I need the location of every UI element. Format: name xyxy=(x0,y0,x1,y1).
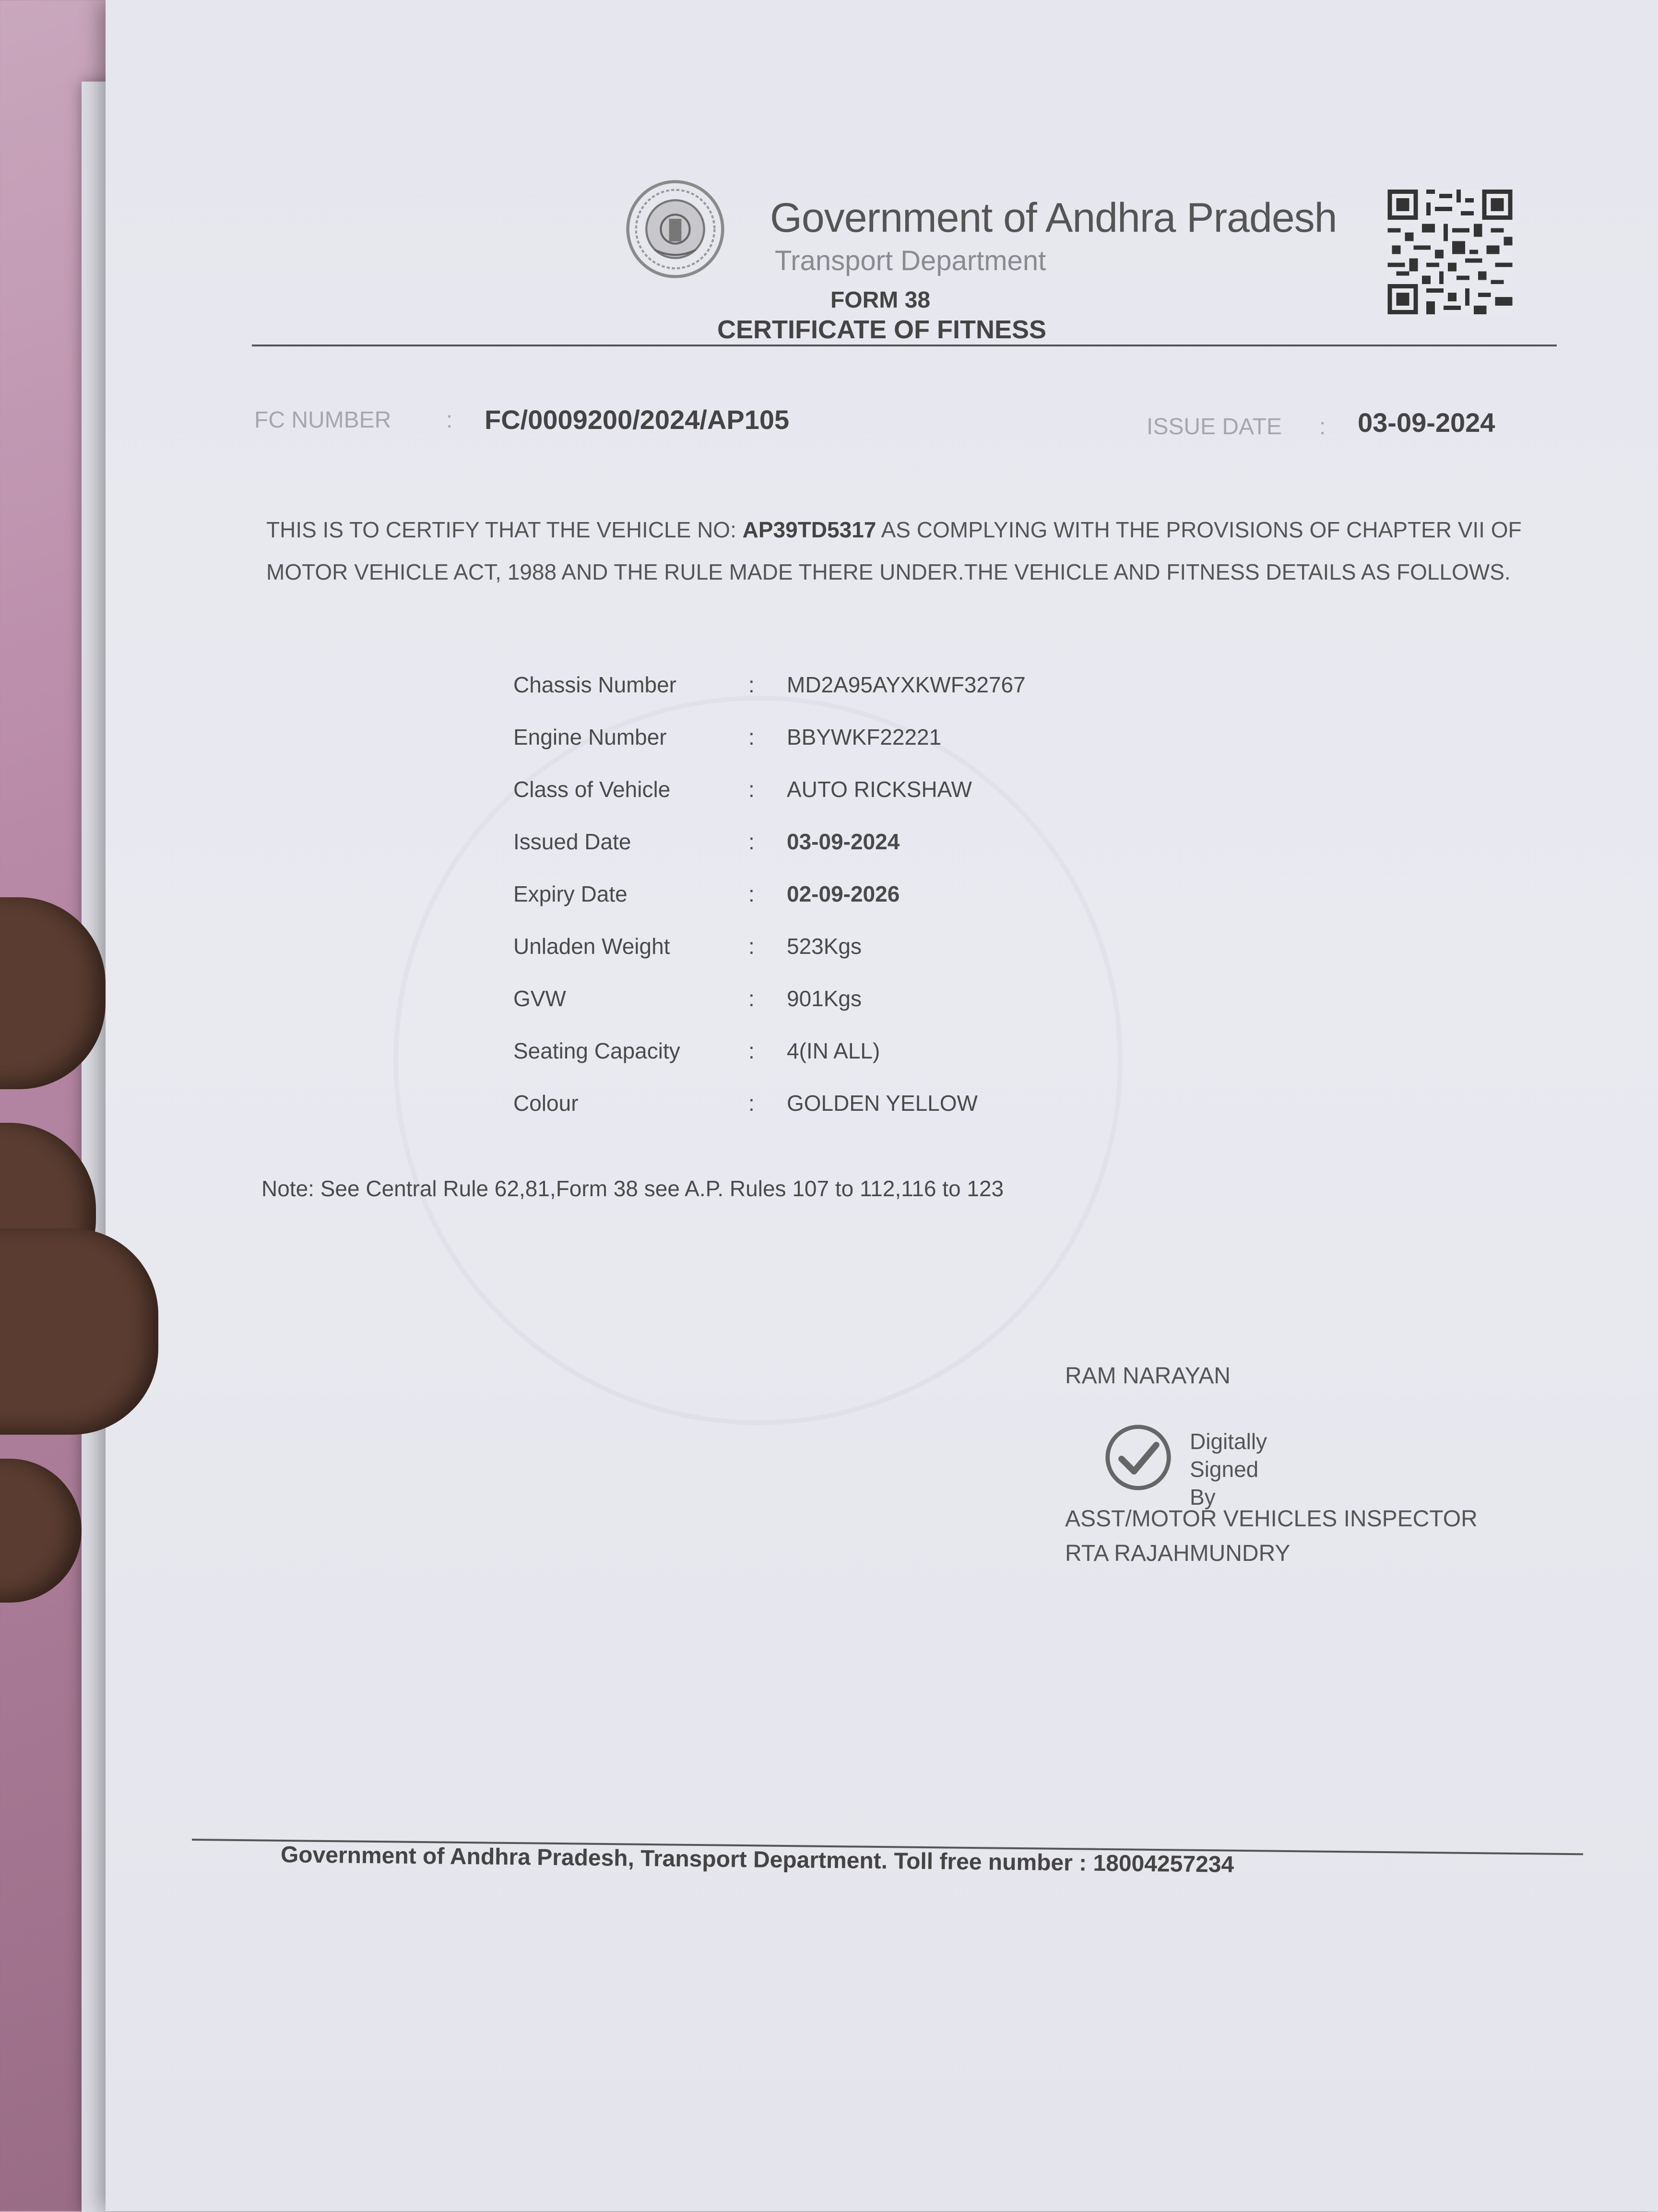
form-title: CERTIFICATE OF FITNESS xyxy=(717,315,1046,344)
detail-sep: : xyxy=(748,986,755,1011)
footer-text: Government of Andhra Pradesh, Transport Department. Toll free number : 18004257234 xyxy=(280,1842,1234,1878)
form-number: FORM 38 xyxy=(830,287,931,313)
detail-label: Engine Number xyxy=(513,725,667,749)
state-emblem-icon xyxy=(624,178,727,281)
certification-prefix: THIS IS TO CERTIFY THAT THE VEHICLE NO: xyxy=(266,517,736,542)
fc-number-sep: : xyxy=(446,407,453,433)
issue-date-value: 03-09-2024 xyxy=(1358,407,1495,438)
detail-label: Colour xyxy=(513,1091,579,1116)
finger xyxy=(0,1228,158,1435)
letterhead xyxy=(624,173,1337,297)
department-title: Transport Department xyxy=(775,245,1046,276)
detail-label: Class of Vehicle xyxy=(513,777,671,802)
detail-label: GVW xyxy=(513,986,566,1011)
detail-sep: : xyxy=(748,881,755,906)
certificate-page xyxy=(106,0,1658,2211)
fc-number-label: FC NUMBER xyxy=(254,407,391,433)
detail-value: AUTO RICKSHAW xyxy=(787,777,972,802)
finger xyxy=(0,1459,82,1603)
detail-label: Issued Date xyxy=(513,829,631,854)
detail-label: Chassis Number xyxy=(513,672,676,697)
rules-note: Note: See Central Rule 62,81,Form 38 see A.P. Rules 107 to 112,116 to 123 xyxy=(261,1176,1004,1201)
detail-label: Expiry Date xyxy=(513,881,628,906)
digital-signature-check-icon xyxy=(1103,1423,1173,1492)
digitally-line: Digitally xyxy=(1190,1429,1267,1454)
detail-sep: : xyxy=(748,1038,755,1063)
government-title: Government of Andhra Pradesh xyxy=(770,195,1337,241)
detail-sep: : xyxy=(748,672,755,697)
detail-sep: : xyxy=(748,934,755,959)
detail-label: Seating Capacity xyxy=(513,1038,680,1063)
watermark-seal xyxy=(393,696,1123,1425)
detail-value: 4(IN ALL) xyxy=(787,1038,880,1063)
digitally-signed-label xyxy=(1190,1427,1267,1511)
detail-value: 02-09-2026 xyxy=(787,881,900,906)
signer-name: RAM NARAYAN xyxy=(1065,1363,1231,1389)
header-divider xyxy=(252,345,1557,346)
issue-date-sep: : xyxy=(1319,414,1326,440)
detail-value: 901Kgs xyxy=(787,986,862,1011)
detail-sep: : xyxy=(748,1091,755,1116)
detail-value: 03-09-2024 xyxy=(787,829,900,854)
detail-value: 523Kgs xyxy=(787,934,862,959)
issue-date-label: ISSUE DATE xyxy=(1147,414,1282,440)
detail-value: GOLDEN YELLOW xyxy=(787,1091,978,1116)
detail-label: Unladen Weight xyxy=(513,934,670,959)
fc-number-value: FC/0009200/2024/AP105 xyxy=(485,404,790,435)
certification-suffix: AS COMPLYING WITH THE PROVISIONS OF CHAPTER VII OF MOTOR VEHICLE ACT, 1988 AND THE RULE MADE THERE UNDER.THE VEHICLE AND FITNESS DETAILS AS FOLLOWS. xyxy=(266,517,1522,584)
detail-sep: : xyxy=(748,725,755,749)
detail-sep: : xyxy=(748,777,755,802)
detail-value: BBYWKF22221 xyxy=(787,725,942,749)
detail-value: MD2A95AYXKWF32767 xyxy=(787,672,1026,697)
detail-sep: : xyxy=(748,829,755,854)
certification-paragraph xyxy=(266,509,1562,593)
vehicle-number: AP39TD5317 xyxy=(742,517,876,542)
signed-by-line: Signed By xyxy=(1190,1457,1259,1510)
signer-designation: ASST/MOTOR VEHICLES INSPECTOR xyxy=(1065,1506,1478,1532)
fc-number-row xyxy=(254,407,391,433)
signer-office: RTA RAJAHMUNDRY xyxy=(1065,1541,1291,1566)
